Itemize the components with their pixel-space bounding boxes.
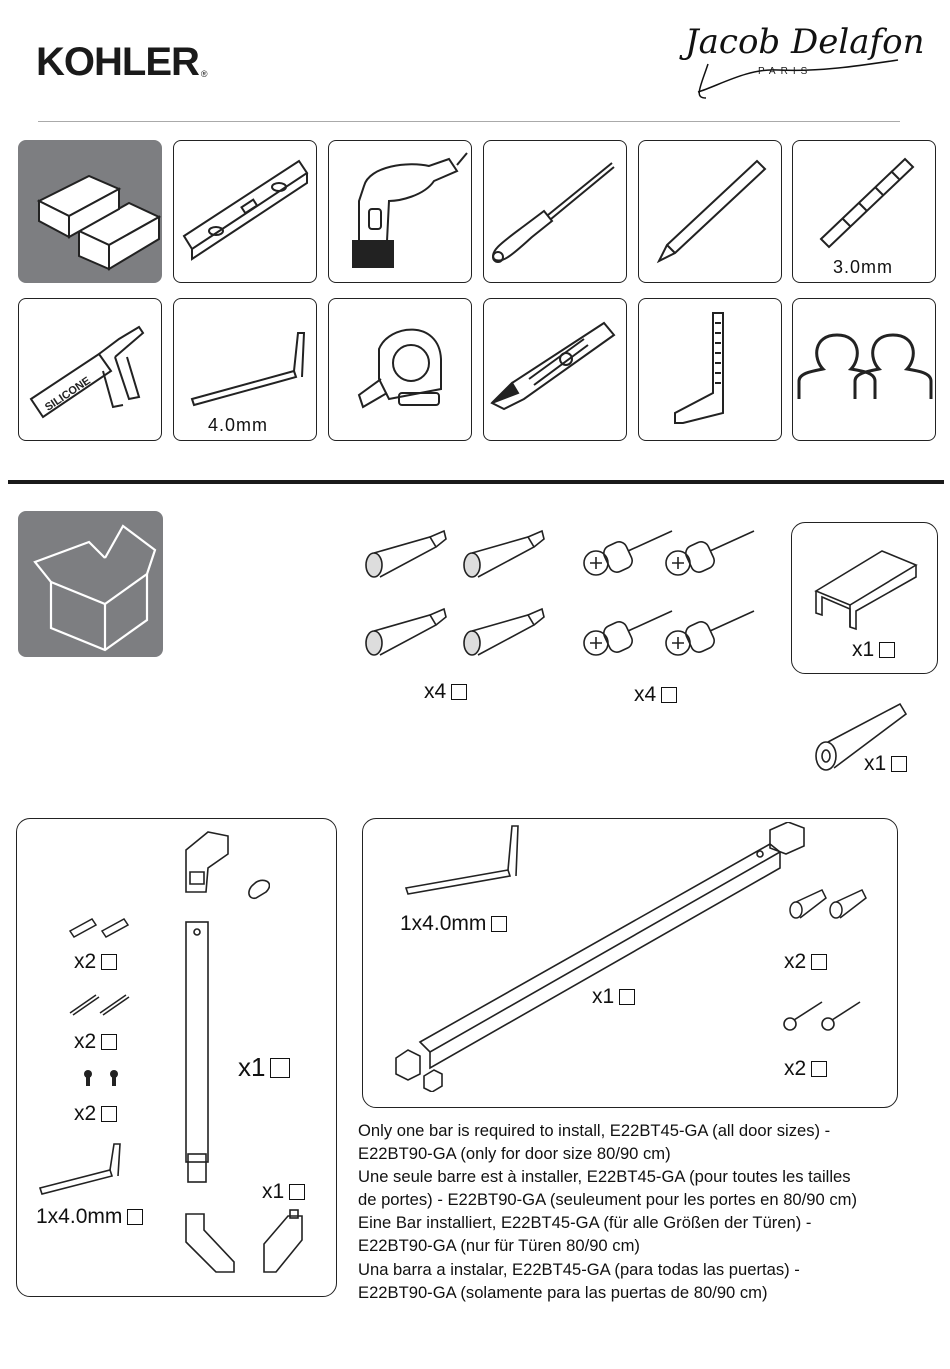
screwdriver-icon [484,141,628,284]
vertical-bar-icon [180,918,220,1188]
screws-b-qty: x2 [74,1030,117,1054]
kohler-logo: KOHLER ® [36,40,207,84]
channel-qty: x1 [852,638,895,662]
screws-b-icon [64,985,144,1021]
screws-b-checkbox[interactable] [101,1034,117,1050]
anchors-a-icon [64,905,144,941]
box-icon [19,512,164,658]
tape-measure-icon [329,299,473,442]
drill-bit-size: 3.0mm [833,257,894,277]
bracket-qty: x1 [262,1180,305,1204]
tool-tile-drill-bit [792,140,936,283]
hex-key-left-qty: 1x4.0mm [36,1205,143,1229]
installation-note [358,1119,938,1304]
anchors-right-checkbox[interactable] [811,954,827,970]
toolbox-icon [19,141,163,284]
square-ruler-icon [639,299,783,442]
bar-right-qty: x1 [592,985,635,1009]
hex-key-small-icon [36,1140,126,1200]
silicone-gun-icon [19,299,163,442]
bar-right-checkbox[interactable] [619,989,635,1005]
screws-right-checkbox[interactable] [811,1061,827,1077]
screws-a-checkbox[interactable] [101,954,117,970]
bar-left-qty: x1 [238,1052,290,1083]
hex-key-size: 4.0mm [208,415,269,435]
anchors-checkbox[interactable] [451,684,467,700]
anchors-qty: x4 [424,680,467,704]
screws-checkbox[interactable] [661,687,677,703]
bracket-checkbox[interactable] [289,1184,305,1200]
package-tile [18,511,163,657]
jacob-delafon-logo: Jacob Delafon [685,22,925,62]
screws-right-qty: x2 [784,1057,827,1081]
bar-left-checkbox[interactable] [270,1058,290,1078]
anchors-right-icon [784,882,874,922]
section-divider [8,480,944,484]
note-line-7: Una barra a instalar, E22BT45-GA (para todas las puertas) - [358,1259,800,1279]
tool-tile-hex-key [173,298,317,441]
screws-a-qty: x2 [74,950,117,974]
note-line-6: E22BT90-GA (nur für Türen 80/90 cm) [358,1236,640,1256]
signature-flourish [688,58,908,102]
note-line-1: Only one bar is required to install, E22BT45-GA (all door sizes) - [358,1121,831,1140]
note-line-4: de portes) - E22BT90-GA (seuleument pour les portes en 80/90 cm) [358,1190,857,1210]
tool-tile-tape-measure [328,298,472,441]
channel-panel [791,522,938,674]
bottom-brackets-icon [180,1200,310,1280]
screws-qty: x4 [634,683,677,707]
top-bracket-icon [180,828,270,918]
pin-checkbox[interactable] [891,756,907,772]
anchors-right-qty: x2 [784,950,827,974]
spirit-level-icon [174,141,318,284]
tool-tile-screwdriver [483,140,627,283]
wall-anchors-illustration [354,515,554,665]
svg-text:SILICONE: SILICONE [42,374,93,414]
tool-tile-drill [328,140,472,283]
two-persons-icon [793,299,937,442]
tool-tile-pencil [638,140,782,283]
screws-right-icon [780,998,870,1038]
note-line-8: E22BT90-GA (solamente para las puertas de 80/90 cm) [358,1282,768,1302]
hex-key-right-qty: 1x4.0mm [400,912,507,936]
tool-tile-silicone-gun [18,298,162,441]
tool-tile-two-persons [792,298,936,441]
header-divider [38,121,900,122]
small-screws-qty: x2 [74,1102,117,1126]
cap-screws-illustration [574,515,764,665]
tool-tile-toolbox [18,140,162,283]
note-line-2: E22BT90-GA (only for door size 80/90 cm) [358,1144,671,1164]
utility-knife-icon [484,299,628,442]
jacob-delafon-subtitle: PARIS [758,66,813,77]
note-line-5: Eine Bar installiert, E22BT45-GA (für alle Größen der Türen) - [358,1213,812,1233]
note-line-3: Une seule barre est à installer, E22BT45-GA (pour toutes les tailles [358,1167,851,1187]
horizontal-bar-icon [390,822,830,1092]
tool-tile-square-ruler [638,298,782,441]
channel-checkbox[interactable] [879,642,895,658]
tool-tile-spirit-level [173,140,317,283]
pin-qty: x1 [864,752,907,776]
small-screws-checkbox[interactable] [101,1106,117,1122]
tool-tile-utility-knife [483,298,627,441]
drill-icon [329,141,473,284]
hex-key-left-checkbox[interactable] [127,1209,143,1225]
pencil-icon [639,141,783,284]
small-screws-icon [74,1066,134,1090]
